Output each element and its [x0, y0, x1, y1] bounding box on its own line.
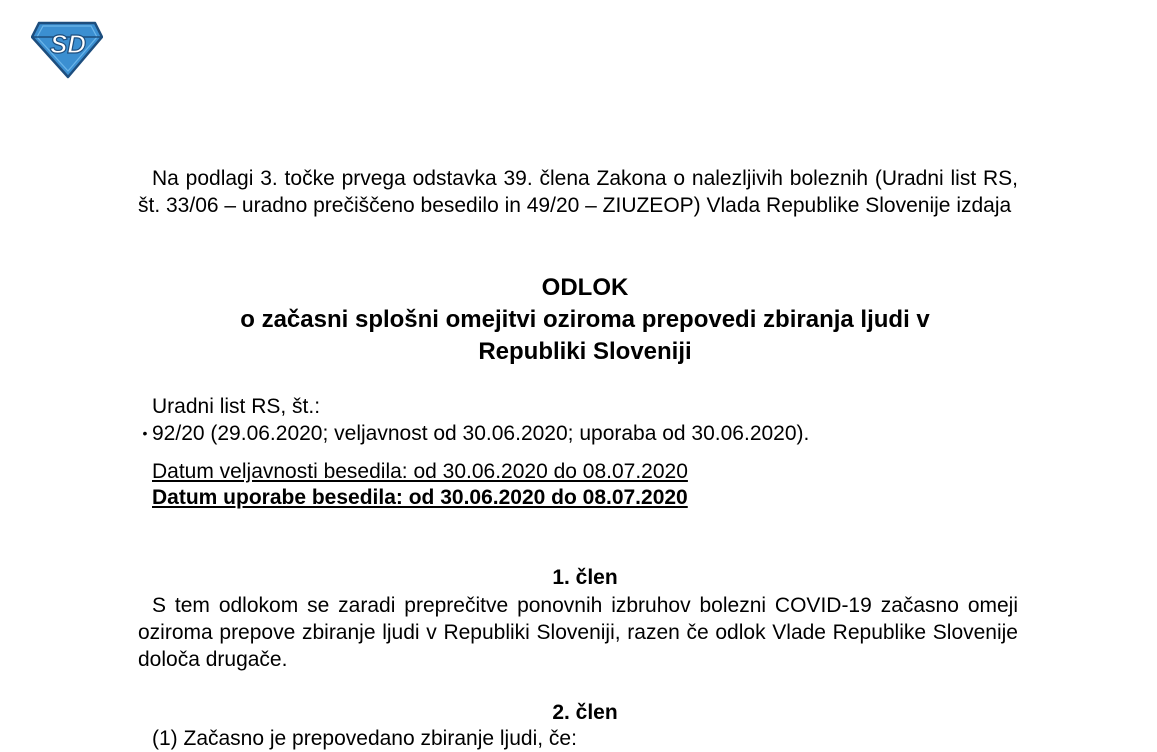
intro-paragraph: Na podlagi 3. točke prvega odstavka 39. člena Zakona o nalezljivih boleznih (Uradni list RS, št. 33/06 – uradno prečiščeno besedilo in 49/20 – ZIUZEOP) Vlada Republike Slovenije izdaja — [138, 167, 1018, 217]
decree-title — [138, 272, 1032, 368]
gazette-label: Uradni list RS, št.: — [152, 395, 321, 418]
article-2-text: (1) Začasno je prepovedano zbiranje ljudi, če: — [152, 727, 577, 750]
sd-diamond-logo-icon — [31, 17, 103, 79]
article-2-heading: 2. člen — [552, 701, 618, 724]
gazette-item-text: 92/20 (29.06.2020; veljavnost od 30.06.2020; uporaba od 30.06.2020). — [152, 422, 810, 445]
title-main: ODLOK — [541, 274, 629, 301]
gazette-item — [138, 420, 809, 447]
title-line-3: Republiki Sloveniji — [478, 338, 692, 365]
article-1-heading: 1. člen — [552, 566, 618, 589]
title-line-2: o začasni splošni omejitvi oziroma prepovedi zbiranja ljudi v — [240, 306, 930, 333]
validity-date: Datum veljavnosti besedila: od 30.06.2020 do 08.07.2020 — [152, 460, 688, 483]
application-date: Datum uporabe besedila: od 30.06.2020 do 08.07.2020 — [152, 486, 688, 509]
article-1-text: S tem odlokom se zaradi preprečitve ponovnih izbruhov bolezni COVID-19 začasno omeji oziroma prepove zbiranje ljudi v Republiki Sloveniji, razen če odlok Vlade Republike Slovenije določa drugače. — [138, 594, 1018, 671]
bullet-icon: • — [142, 425, 148, 441]
logo-text: SD — [49, 29, 87, 59]
